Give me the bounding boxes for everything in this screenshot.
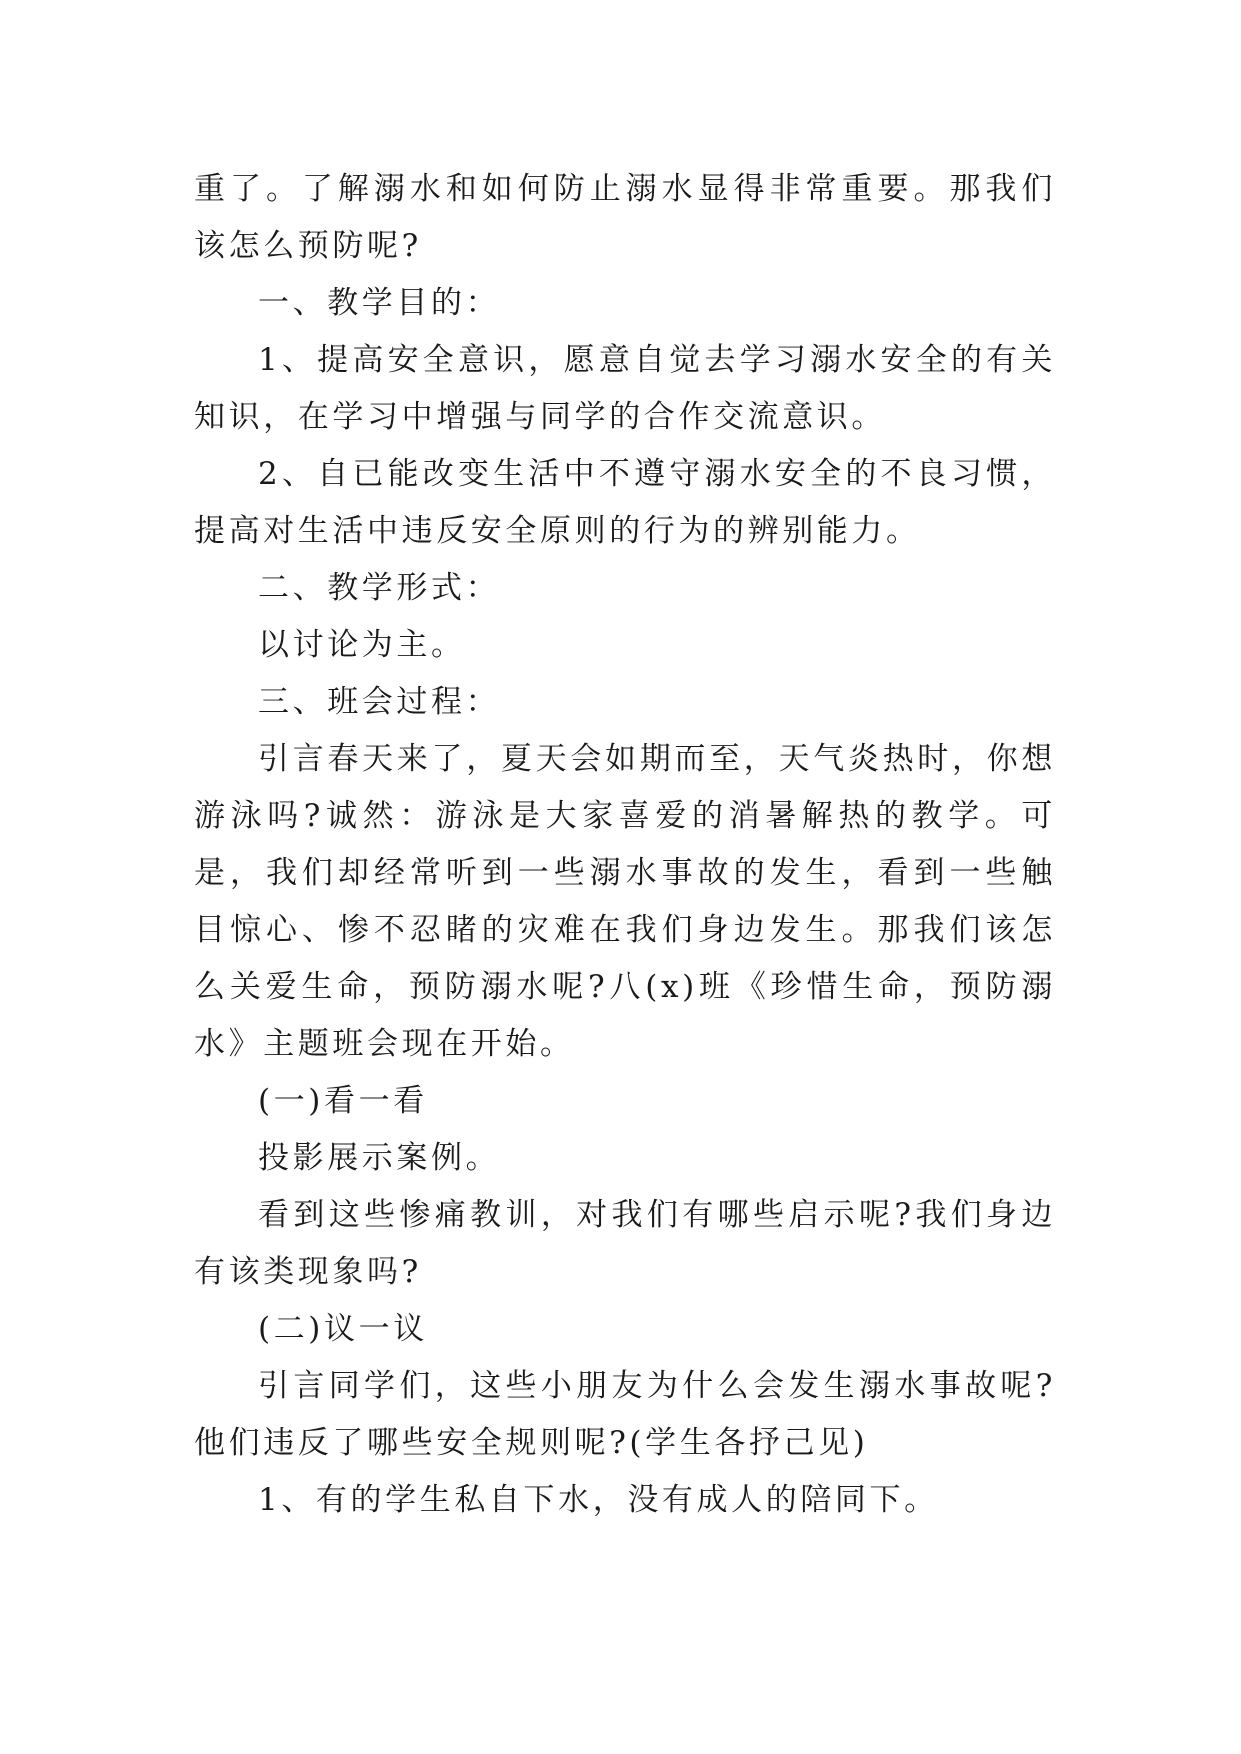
paragraph: 1、提高安全意识，愿意自觉去学习溺水安全的有关知识，在学习中增强与同学的合作交流意识。 xyxy=(194,342,1056,435)
paragraph: 引言春天来了，夏天会如期而至，天气炎热时，你想游泳吗?诚然：游泳是大家喜爱的消暑解热的教学。可是，我们却经常听到一些溺水事故的发生，看到一些触目惊心、惨不忍睹的灾难在我们身边发生。那我们该怎么关爱生命，预防溺水呢?八(x)班《珍惜生命，预防溺水》主题班会现在开始。 xyxy=(194,741,1056,1062)
subsection-heading-discuss: (二)议一议 xyxy=(258,1311,428,1347)
section-heading-process: 三、班会过程： xyxy=(258,684,501,720)
paragraph: 看到这些惨痛教训，对我们有哪些启示呢?我们身边有该类现象吗? xyxy=(194,1197,1056,1290)
paragraph: 以讨论为主。 xyxy=(258,627,466,663)
section-heading-format: 二、教学形式： xyxy=(258,570,501,606)
document-body xyxy=(194,161,1056,1529)
paragraph: 2、自已能改变生活中不遵守溺水安全的不良习惯，提高对生活中违反安全原则的行为的辨别能力。 xyxy=(194,456,1056,549)
paragraph: 重了。了解溺水和如何防止溺水显得非常重要。那我们该怎么预防呢? xyxy=(194,171,1056,264)
paragraph: 引言同学们，这些小朋友为什么会发生溺水事故呢?他们违反了哪些安全规则呢?(学生各抒己见) xyxy=(194,1368,1056,1461)
paragraph: 投影展示案例。 xyxy=(258,1140,501,1176)
paragraph: 1、有的学生私自下水，没有成人的陪同下。 xyxy=(258,1482,939,1518)
subsection-heading-look: (一)看一看 xyxy=(258,1083,428,1119)
section-heading-objectives: 一、教学目的： xyxy=(258,285,501,321)
